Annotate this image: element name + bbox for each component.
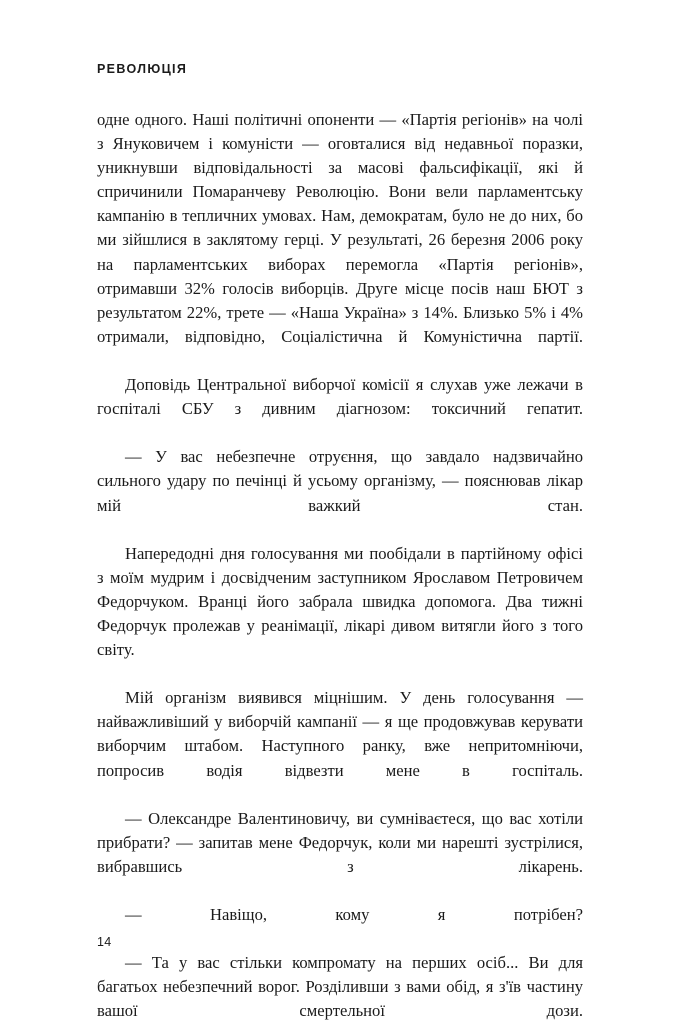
page-number: 14 <box>97 935 112 949</box>
paragraph: Напередодні дня голосування ми пообідали в партійному офісі з моїм мудрим і досвідченим заступником Ярославом Петровичем Федорчуком. Вранці його забрала швидка допомога. Два тижні Федорчук пролежав у реанімації, лікарі дивом витягли його з того світу. <box>97 543 583 660</box>
paragraph: одне одного. Наші політичні опоненти — «Партія регіонів» на чолі з Януковичем і комуністи — оговталися від недавньої поразки, уникнувши відповідальності за масові фальсифікації, які й спричинили Помаранчеву Революцію. Вони вели парламентську кампанію в тепличних умовах. Нам, демократам, було не до них, бо ми зійшлися в заклятому герці. У результаті, 26 березня 2006 року на парламентських виборах перемогла «Партія регіонів», отримавши 32% голосів виборців. Друге місце посів наш БЮТ з результатом 22%, трете — «Наша Україна» з 14%. Близько 5% і 4% отримали, відповідно, Соціалістична й Комуністична партії. <box>97 110 583 346</box>
paragraph-dialogue: — У вас небезпечне отруєння, що завдало надзвичайно сильного удару по печінці й усьому організму, — пояснював лікар мій важкий стан. <box>97 447 583 515</box>
paragraph-dialogue: — Навіщо, кому я потрібен? <box>125 905 583 925</box>
running-head: РЕВОЛЮЦІЯ <box>97 62 188 76</box>
paragraph-dialogue: — Та у вас стільки компромату на перших осіб... Ви для багатьох небезпечний ворог. Розділивши з вами обід, я з'їв частину вашої смертельної дози. <box>97 953 583 1021</box>
paragraph: Мій організм виявився міцнішим. У день голосування — найважливіший у виборчій кампанії — я ще продовжував керувати виборчим штабом. Наступного ранку, вже непритомніючи, попросив водія відвезти мене в госпіталь. <box>97 688 583 780</box>
body-text-block <box>97 108 583 1024</box>
paragraph-dialogue: — Олександре Валентиновичу, ви сумніваєтеся, що вас хотіли прибрати? — запитав мене Федорчук, коли ми нарешті зустрілися, вибравшись з лікарень. <box>97 808 583 876</box>
paragraph: Доповідь Центральної виборчої комісії я слухав уже лежачи в госпіталі СБУ з дивним діагнозом: токсичний гепатит. <box>97 375 583 419</box>
